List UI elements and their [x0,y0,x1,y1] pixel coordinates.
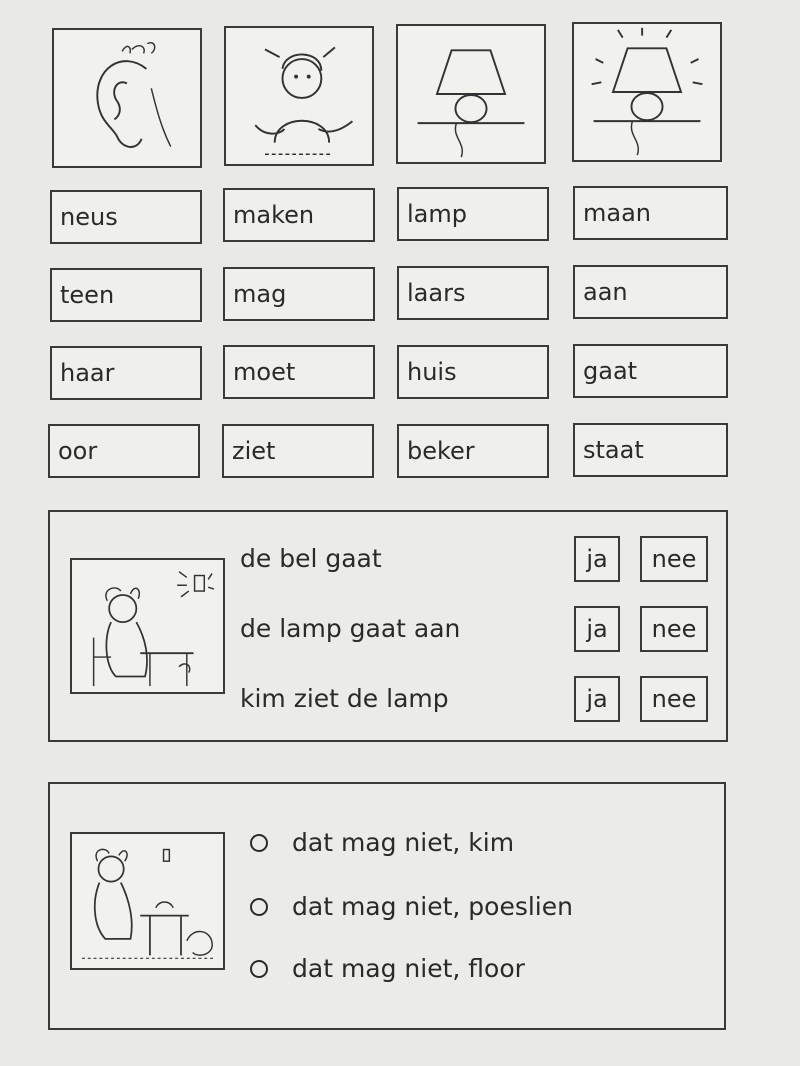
option-radio-2[interactable] [250,898,268,916]
word-cell: laars [397,266,549,320]
choice-panel [48,782,726,1030]
yes-no-sentence-3: kim ziet de lamp [240,684,449,713]
word-cell: moet [223,345,375,399]
option-text-3: dat mag niet, floor [292,954,525,983]
word-cell: ziet [222,424,374,478]
ear-icon [54,30,200,166]
girl-at-table-with-bell-icon [72,560,223,692]
word-cell: aan [573,265,728,319]
no-box-2[interactable]: nee [640,606,708,652]
word-cell: gaat [573,344,728,398]
word-cell: beker [397,424,549,478]
lamp-off-picture [396,24,546,164]
lamp-on-picture [572,22,722,162]
girl-gesturing-icon [226,28,372,164]
option-radio-3[interactable] [250,960,268,978]
word-cell: oor [48,424,200,478]
yes-box-3[interactable]: ja [574,676,620,722]
girl-gesturing-picture [224,26,374,166]
lamp-off-icon [398,26,544,162]
word-cell: huis [397,345,549,399]
yes-box-1[interactable]: ja [574,536,620,582]
yes-box-2[interactable]: ja [574,606,620,652]
word-cell: haar [50,346,202,400]
yes-no-panel [48,510,728,742]
option-text-2: dat mag niet, poeslien [292,892,573,921]
word-cell: mag [223,267,375,321]
no-box-1[interactable]: nee [640,536,708,582]
no-box-3[interactable]: nee [640,676,708,722]
yes-no-sentence-2: de lamp gaat aan [240,614,461,643]
word-cell: maan [573,186,728,240]
option-radio-1[interactable] [250,834,268,852]
word-cell: lamp [397,187,549,241]
yes-no-sentence-1: de bel gaat [240,544,382,573]
girl-cat-table-icon [72,834,223,968]
option-text-1: dat mag niet, kim [292,828,515,857]
word-cell: neus [50,190,202,244]
lamp-on-icon [574,24,720,160]
choice-scene [70,832,225,970]
yes-no-scene [70,558,225,694]
ear-picture [52,28,202,168]
word-cell: staat [573,423,728,477]
word-cell: maken [223,188,375,242]
word-cell: teen [50,268,202,322]
